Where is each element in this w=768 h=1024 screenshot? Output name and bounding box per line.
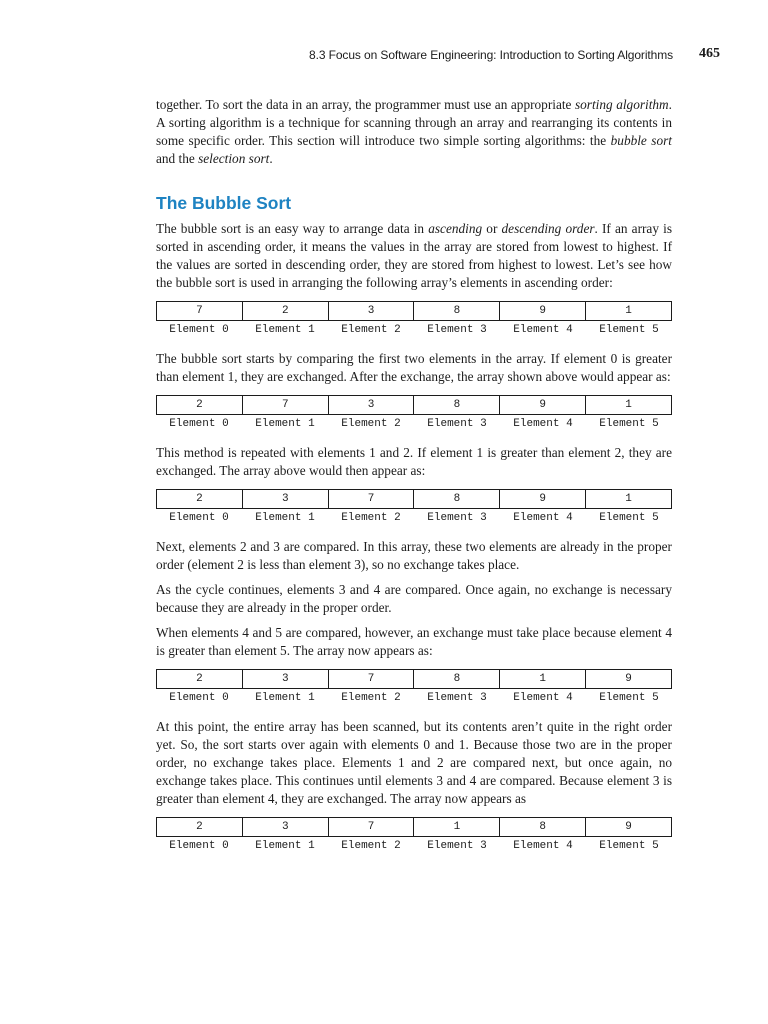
- page-body: [156, 96, 672, 866]
- italic-term: descending order: [501, 221, 595, 236]
- array-element-labels: [156, 509, 672, 527]
- array-cell-value: 8: [413, 396, 499, 414]
- element-label: Element 5: [599, 418, 659, 430]
- intro-paragraph: [156, 96, 672, 168]
- array-cell-value: 3: [242, 490, 328, 508]
- second-pass-paragraph: [156, 718, 672, 808]
- array-cells: [156, 395, 672, 415]
- element-label: Element 1: [255, 418, 315, 430]
- element-label: Element 0: [169, 418, 229, 430]
- text-run: The bubble sort starts by comparing the first two elements in the array. If element 0 is greater than element 1, they are exchanged. After the exchange, the array shown above would appear as:: [156, 351, 672, 384]
- element-label: Element 0: [169, 512, 229, 524]
- element-label: Element 5: [599, 840, 659, 852]
- text-run: . A sorting algorithm is a technique for scanning through an array and rearranging its contents in some specific order. This section will introduce two simple sorting algorithms: the: [156, 97, 672, 148]
- element-label: Element 3: [427, 692, 487, 704]
- array-cell-value: 9: [499, 396, 585, 414]
- array-cell-value: 1: [585, 396, 671, 414]
- array-cell-value: 7: [242, 396, 328, 414]
- fourth-comparison-paragraph: [156, 581, 672, 617]
- array-cell-value: 7: [196, 305, 203, 317]
- fifth-comparison-paragraph: [156, 624, 672, 660]
- array-cell-value: 2: [196, 493, 203, 505]
- text-run: This method is repeated with elements 1 and 2. If element 1 is greater than element 2, they are exchanged. The array above would then appear as:: [156, 445, 672, 478]
- text-run: and the: [156, 151, 199, 166]
- text-run: . If an array is sorted in ascending order, it means the values in the array are stored from lowest to highest. If the values are sorted in descending order, they are stored from highest to lowest. Let’s see how the bubble sort is used in arranging the following array’s elements in ascending order:: [156, 221, 672, 290]
- element-label: Element 5: [599, 512, 659, 524]
- element-label: Element 5: [599, 692, 659, 704]
- array-cell-value: 1: [413, 818, 499, 836]
- element-label: Element 1: [255, 840, 315, 852]
- array-cell-value: 9: [585, 670, 671, 688]
- array-cell-value: 3: [242, 818, 328, 836]
- element-label: Element 3: [427, 512, 487, 524]
- array-cell-value: 9: [585, 818, 671, 836]
- element-label: Element 2: [341, 692, 401, 704]
- array-cell-value: 9: [499, 302, 585, 320]
- array-cells: [156, 301, 672, 321]
- element-label: Element 3: [427, 324, 487, 336]
- array-diagram: [156, 489, 672, 527]
- text-run: together. To sort the data in an array, the programmer must use an appropriate: [156, 97, 575, 112]
- array-cell-value: 8: [413, 670, 499, 688]
- array-cell-value: 1: [585, 302, 671, 320]
- italic-term: selection sort: [198, 151, 270, 166]
- element-label: Element 0: [169, 840, 229, 852]
- array-element-labels: [156, 689, 672, 707]
- element-label: Element 2: [341, 512, 401, 524]
- array-cell-value: 2: [196, 399, 203, 411]
- element-label: Element 4: [513, 692, 573, 704]
- array-element-labels: [156, 837, 672, 855]
- array-diagram: [156, 301, 672, 339]
- text-run: The bubble sort is an easy way to arrange data in: [156, 221, 429, 236]
- array-cell-value: 1: [499, 670, 585, 688]
- element-label: Element 4: [513, 512, 573, 524]
- array-cell-value: 7: [328, 818, 414, 836]
- array-cell-value: 2: [242, 302, 328, 320]
- array-cells: [156, 669, 672, 689]
- array-cell-value: 9: [499, 490, 585, 508]
- running-head-title: 8.3 Focus on Software Engineering: Introduction to Sorting Algorithms: [309, 48, 673, 62]
- element-label: Element 1: [255, 324, 315, 336]
- array-cell-value: 1: [585, 490, 671, 508]
- array-diagram: [156, 817, 672, 855]
- array-diagram: [156, 395, 672, 433]
- array-cell-value: 7: [328, 670, 414, 688]
- element-label: Element 0: [169, 692, 229, 704]
- element-label: Element 2: [341, 840, 401, 852]
- element-label: Element 5: [599, 324, 659, 336]
- third-comparison-paragraph: [156, 538, 672, 574]
- text-run: Next, elements 2 and 3 are compared. In this array, these two elements are already in the proper order (element 2 is less than element 3), so no exchange takes place.: [156, 539, 672, 572]
- element-label: Element 4: [513, 840, 573, 852]
- element-label: Element 2: [341, 418, 401, 430]
- page-number: 465: [699, 46, 720, 61]
- array-cell-value: 8: [413, 302, 499, 320]
- bubble-sort-definition-paragraph: [156, 220, 672, 292]
- element-label: Element 1: [255, 692, 315, 704]
- section-heading: The Bubble Sort: [156, 193, 292, 213]
- array-cell-value: 3: [328, 396, 414, 414]
- array-cells: [156, 817, 672, 837]
- array-cell-value: 2: [196, 821, 203, 833]
- text-run: When elements 4 and 5 are compared, however, an exchange must take place because element 4 is greater than element 5. The array now appears as:: [156, 625, 672, 658]
- element-label: Element 3: [427, 418, 487, 430]
- array-cells: [156, 489, 672, 509]
- array-element-labels: [156, 321, 672, 339]
- array-cell-value: 2: [196, 673, 203, 685]
- text-run: .: [269, 151, 273, 166]
- array-cell-value: 3: [328, 302, 414, 320]
- element-label: Element 4: [513, 324, 573, 336]
- element-label: Element 4: [513, 418, 573, 430]
- array-cell-value: 8: [499, 818, 585, 836]
- element-label: Element 2: [341, 324, 401, 336]
- array-element-labels: [156, 415, 672, 433]
- text-run: As the cycle continues, elements 3 and 4 are compared. Once again, no exchange is necessary because they are already in the proper order.: [156, 582, 672, 615]
- array-cell-value: 8: [413, 490, 499, 508]
- array-cell-value: 7: [328, 490, 414, 508]
- italic-term: bubble sort: [610, 133, 672, 148]
- text-run: At this point, the entire array has been scanned, but its contents aren’t quite in the right order yet. So, the sort starts over again with elements 0 and 1. Because those two are in the proper order, no exchange takes place. Elements 1 and 2 are compared next, but once again, no exchange takes place. This continues until elements 3 and 4 are compared. Because element 3 is greater than element 4, they are exchanged. The array now appears as: [156, 719, 672, 806]
- running-header: [0, 45, 720, 65]
- second-comparison-paragraph: [156, 444, 672, 480]
- array-diagram: [156, 669, 672, 707]
- element-label: Element 1: [255, 512, 315, 524]
- text-run: or: [482, 221, 502, 236]
- first-comparison-paragraph: [156, 350, 672, 386]
- italic-term: ascending: [428, 221, 483, 236]
- array-cell-value: 3: [242, 670, 328, 688]
- italic-term: sorting algorithm: [574, 97, 669, 112]
- element-label: Element 0: [169, 324, 229, 336]
- element-label: Element 3: [427, 840, 487, 852]
